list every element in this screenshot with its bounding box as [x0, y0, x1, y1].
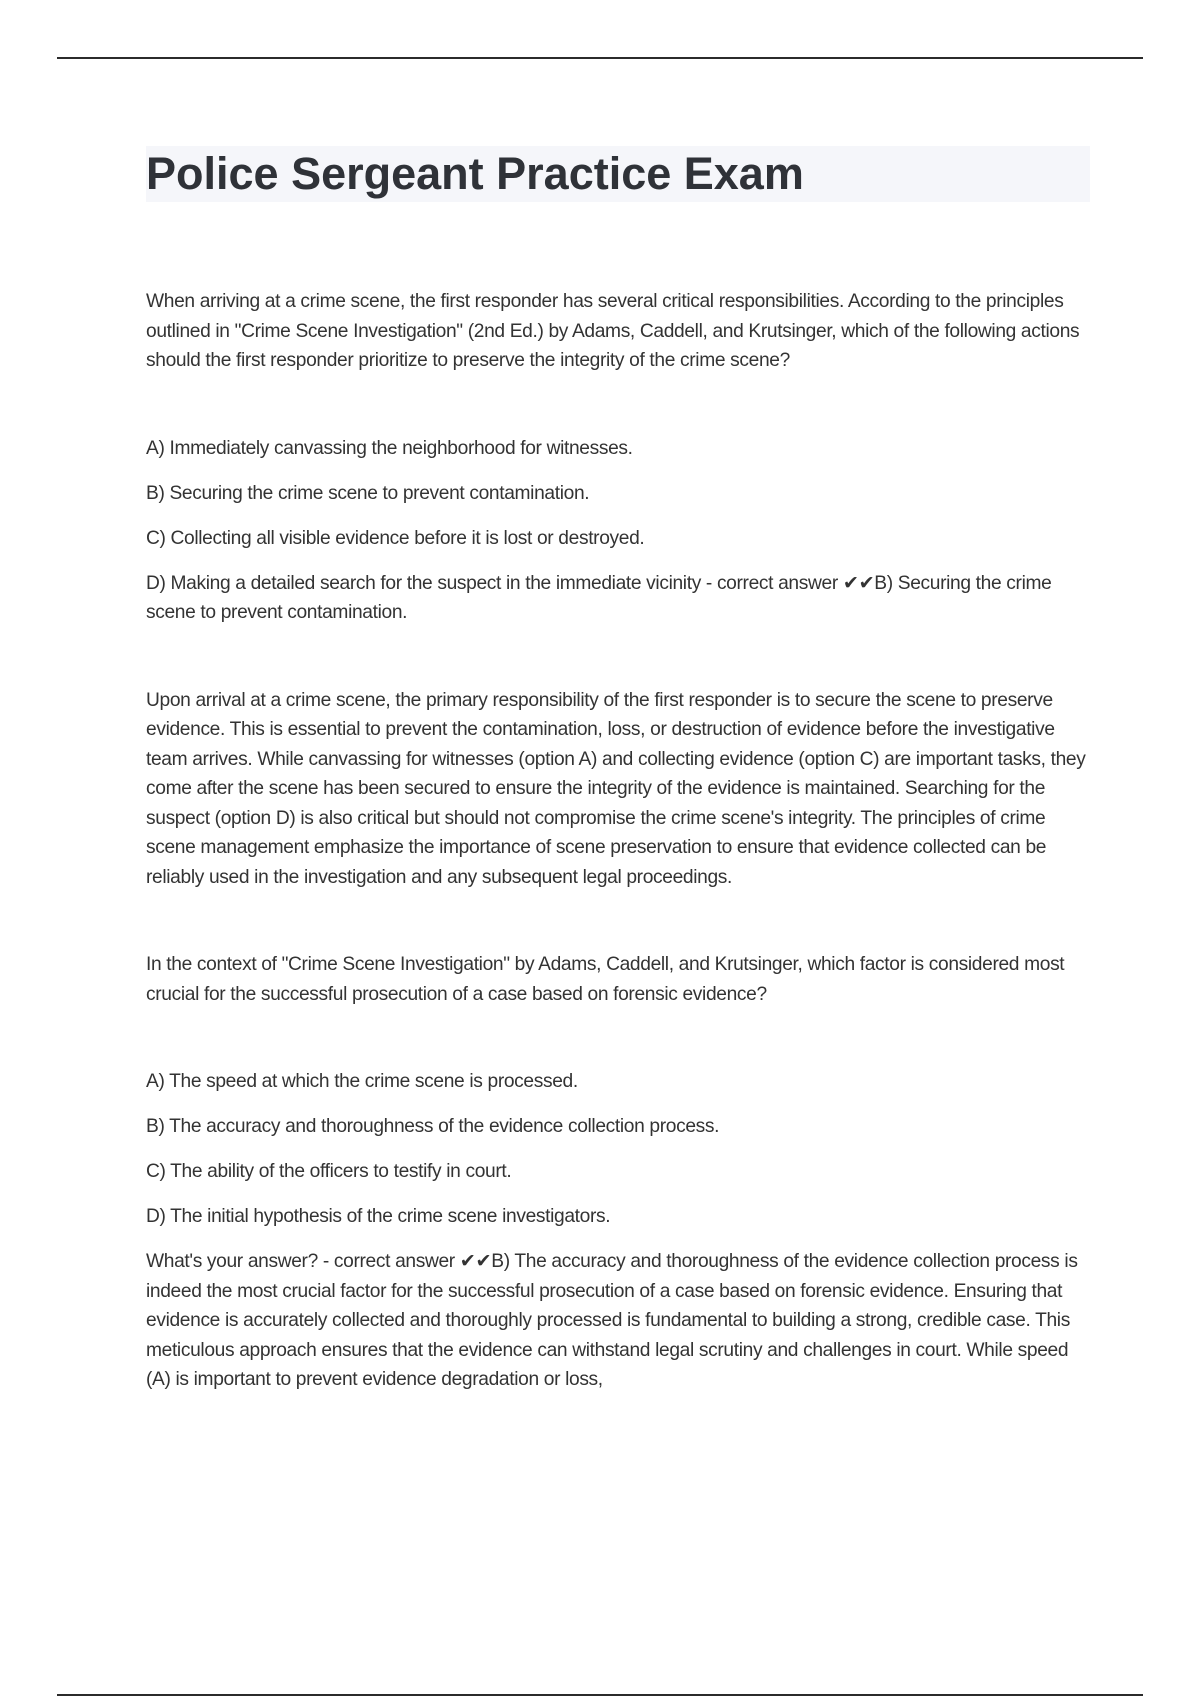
page-title: Police Sergeant Practice Exam	[146, 148, 804, 199]
question-2-text: In the context of "Crime Scene Investigation" by Adams, Caddell, and Krutsinger, which factor is considered most crucial for the successful prosecution of a case based on forensic evidence?	[146, 954, 1065, 1005]
question-1-option-b: B) Securing the crime scene to prevent contamination.	[146, 482, 590, 504]
question-1-option-d: D) Making a detailed search for the suspect in the immediate vicinity - correct answer ✔✔B) Securing the crime scene to prevent contamination.	[146, 572, 1052, 623]
question-1-text: When arriving at a crime scene, the first responder has several critical responsibilities. According to the principles outlined in "Crime Scene Investigation" (2nd Ed.) by Adams, Caddell, and Krutsinger, which of the following actions should the first responder prioritize to preserve the integrity of the crime scene?	[146, 291, 1080, 371]
question-2-option-c: C) The ability of the officers to testify in court.	[146, 1161, 512, 1182]
question-1-options	[146, 434, 1090, 628]
top-rule	[57, 57, 1143, 59]
question-2-answer: What's your answer? - correct answer ✔✔B) The accuracy and thoroughness of the evidence collection process is indeed the most crucial factor for the successful prosecution of a case based on forensic evidence. Ensuring that evidence is accurately collected and thoroughly processed is fundamental to building a strong, credible case. This meticulous approach ensures that the evidence can withstand legal scrutiny and challenges in court. While speed (A) is important to prevent evidence degradation or loss,	[146, 1251, 1078, 1390]
question-1-explanation: Upon arrival at a crime scene, the primary responsibility of the first responder is to secure the scene to preserve evidence. This is essential to prevent the contamination, loss, or destruction of evidence before the investigative team arrives. While canvassing for witnesses (option A) and collecting evidence (option C) are important tasks, they come after the scene has been secured to ensure the integrity of the evidence is maintained. Searching for the suspect (option D) is also critical but should not compromise the crime scene's integrity. The principles of crime scene management emphasize the importance of scene preservation to ensure that evidence collected can be reliably used in the investigation and any subsequent legal proceedings.	[146, 689, 1086, 888]
question-1-option-c: C) Collecting all visible evidence before it is lost or destroyed.	[146, 527, 645, 549]
document-body	[146, 146, 1090, 1395]
question-2-option-a: A) The speed at which the crime scene is processed.	[146, 1071, 578, 1092]
bottom-rule	[57, 1694, 1143, 1696]
question-2-option-d: D) The initial hypothesis of the crime scene investigators.	[146, 1206, 611, 1227]
question-2-options	[146, 1067, 1090, 1232]
question-1-option-a: A) Immediately canvassing the neighborhood for witnesses.	[146, 437, 633, 459]
question-2-option-b: B) The accuracy and thoroughness of the evidence collection process.	[146, 1116, 720, 1137]
title-band	[146, 146, 1090, 202]
